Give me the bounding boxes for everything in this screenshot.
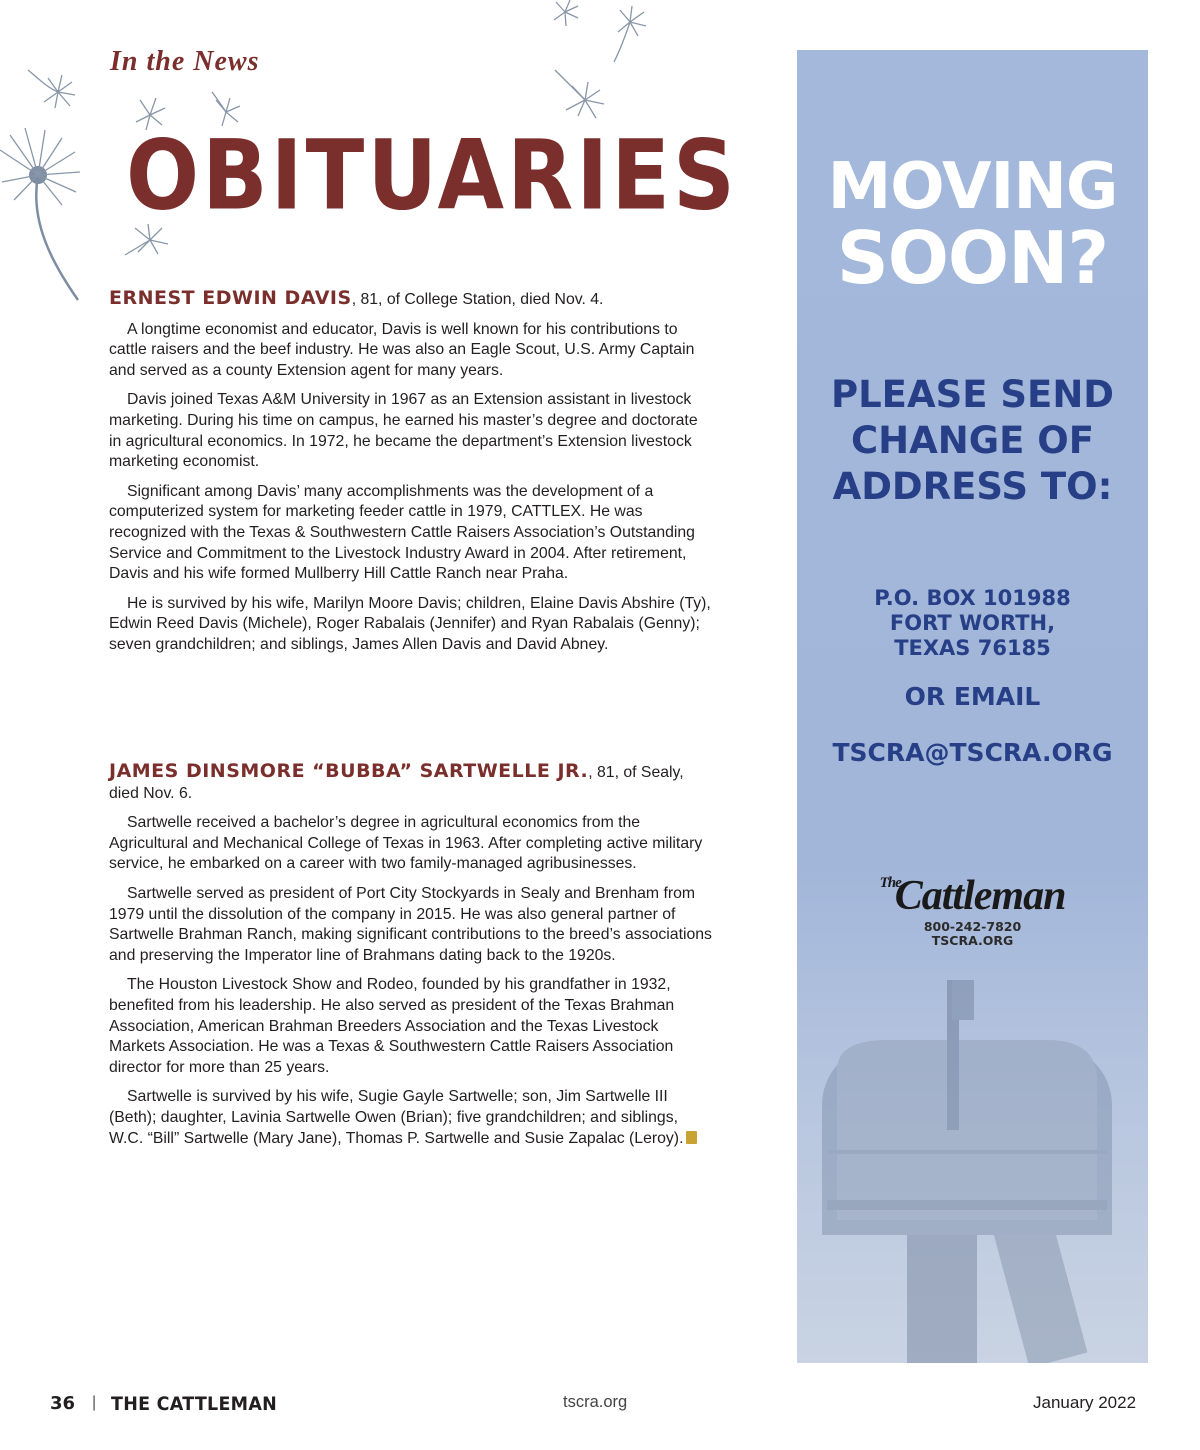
obituary-lead — [109, 761, 714, 804]
page-title: OBITUARIES — [126, 120, 738, 233]
section-kicker: In the News — [110, 46, 260, 77]
obituary-paragraph: A longtime economist and educator, Davis is well known for his contributions to cattle raisers and the beef industry. He was also an Eagle Scout, U.S. Army Captain and served as a county Extension agent for many years. — [109, 320, 695, 379]
ad-phone: 800-242-7820 — [923, 919, 1022, 934]
ad-or-email: OR EMAIL — [904, 682, 1041, 711]
obituary-paragraph-text: Sartwelle is survived by his wife, Sugie Gayle Sartwelle; son, Jim Sartwelle III (Beth); daughter, Lavinia Sartwelle Owen (Brian); five grandchildren; and siblings, W.C. “Bill” Sartwelle (Mary Jane), Thomas P. Sartwelle and Susie Zapalac (Leroy). — [109, 1088, 684, 1147]
obituary-paragraph: The Houston Livestock Show and Rodeo, founded by his grandfather in 1932, benefited from his leadership. He also served as president of the Texas Brahman Association, American Brahman Breeders Association and the Texas Livestock Markets Association. He was a Texas & Southwestern Cattle Raisers Association director for more than 25 years. — [109, 976, 675, 1076]
obituary-paragraph: Sartwelle served as president of Port City Stockyards in Sealy and Brenham from 1979 until the dissolution of the company in 2015. He was also general partner of Sartwelle Brahman Ranch, making significant contributions to the breed’s associations and preserving the Imperator line of Brahmans dating back to the 1920s. — [109, 884, 712, 964]
obituary-paragraph: Davis joined Texas A&M University in 1967 as an Extension assistant in livestock marketing. During his time on campus, he earned his master’s degree and doctorate in agricultural economics. In 1972, he became the department’s Extension livestock marketing economist. — [109, 391, 698, 471]
end-mark-icon — [686, 1131, 697, 1144]
dandelion-illustration — [0, 0, 700, 310]
ad-contact — [797, 920, 1148, 948]
moving-soon-ad — [797, 50, 1148, 1363]
ad-call-to-action — [797, 372, 1148, 510]
ad-address-line: TEXAS 76185 — [894, 636, 1051, 660]
obituary-intro: , 81, of Sealy, died Nov. 6. — [109, 764, 684, 802]
obituary-paragraph: Significant among Davis’ many accomplishments was the development of a computerized system for marketing feeder cattle in 1979, CATTLEX. He was recognized with the Texas & Southwestern Cattle Raisers Association’s Outstanding Service and Commitment to the Livestock Industry Award in 2004. After retirement, Davis and his wife formed Mullberry Hill Cattle Ranch near Praha. — [109, 482, 695, 583]
ad-headline-line2: SOON? — [836, 216, 1109, 300]
ad-email-link[interactable]: TSCRA@TSCRA.ORG — [832, 738, 1113, 767]
page-number: 36 — [50, 1393, 76, 1414]
obituary-name: JAMES DINSMORE “BUBBA” SARTWELLE JR. — [109, 760, 589, 782]
cattleman-logo — [797, 872, 1148, 920]
obituary-lead — [109, 288, 714, 311]
footer-separator: | — [92, 1394, 97, 1411]
obituary-sartwelle — [109, 761, 714, 1158]
obituary-davis — [109, 288, 714, 665]
obituary-paragraph: He is survived by his wife, Marilyn Moore Davis; children, Elaine Davis Abshire (Ty), Edwin Reed Davis (Michele), Roger Rabalais (Jennifer) and Ryan Rabalais (Genny); seven grandchildren; and siblings, James Allen Davis and David Abney. — [109, 594, 711, 653]
obituary-intro: , 81, of College Station, died Nov. 4. — [351, 291, 604, 308]
ad-mailing-address — [797, 586, 1148, 661]
issue-date: January 2022 — [1033, 1393, 1137, 1412]
ad-address-line: P.O. BOX 101988 — [874, 586, 1071, 610]
obituary-paragraph: Sartwelle received a bachelor’s degree in agricultural economics from the Agricultural and Mechanical College of Texas in 1963. After completing active military service, he embarked on a career with two family-managed agribusinesses. — [109, 814, 703, 873]
ad-cta-line: CHANGE OF — [851, 419, 1094, 462]
footer-website-link[interactable]: tscra.org — [563, 1393, 628, 1411]
obituary-name: ERNEST EDWIN DAVIS — [109, 287, 352, 309]
mailbox-illustration — [797, 950, 1148, 1363]
ad-headline-line1: MOVING — [827, 150, 1118, 224]
logo-the: The — [879, 875, 901, 891]
ad-website[interactable]: TSCRA.ORG — [931, 933, 1014, 948]
publication-name: THE CATTLEMAN — [111, 1393, 278, 1415]
logo-name: Cattleman — [894, 873, 1066, 919]
ad-cta-line: PLEASE SEND — [830, 373, 1114, 416]
ad-address-line: FORT WORTH, — [889, 611, 1056, 635]
ad-cta-line: ADDRESS TO: — [832, 465, 1113, 508]
obituary-paragraph — [109, 1087, 714, 1149]
